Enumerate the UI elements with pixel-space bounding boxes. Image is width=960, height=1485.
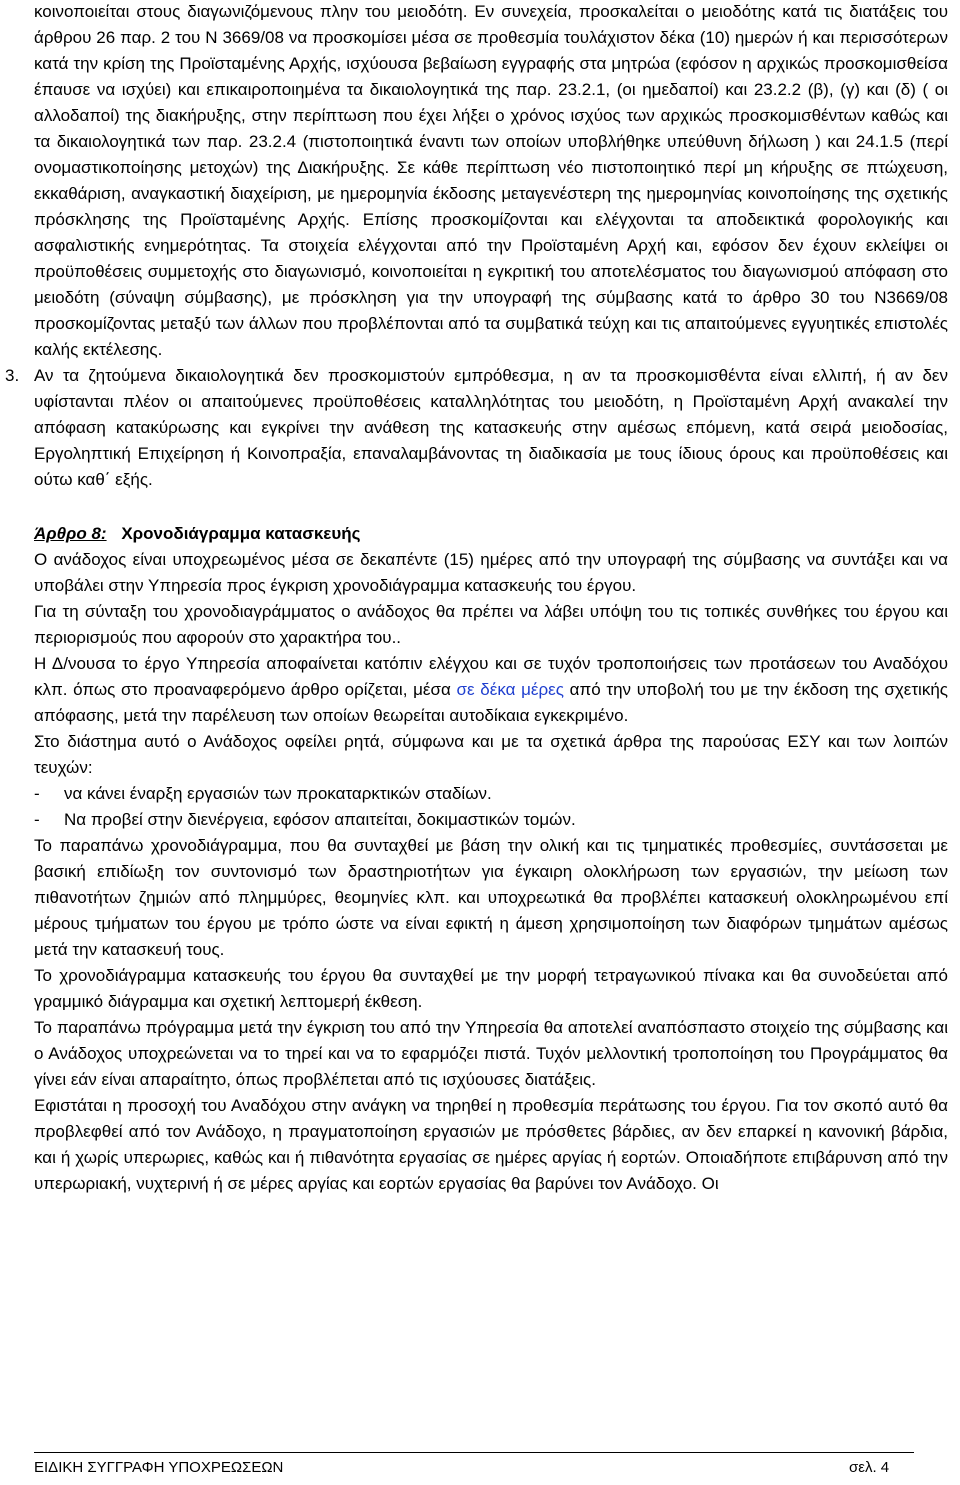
- article-paragraph-3: [34, 651, 948, 729]
- article-paragraph-1: Ο ανάδοχος είναι υποχρεωμένος μέσα σε δεκαπέντε (15) ημέρες από την υπογραφή της σύμβασης να συντάξει και να υποβάλει στην Υπηρεσία προς έγκριση χρονοδιάγραμμα κατασκευής του έργου.: [34, 550, 948, 595]
- article-paragraph-6: Το χρονοδιάγραμμα κατασκευής του έργου θα συνταχθεί με την μορφή τετραγωνικού πίνακα και θα συνοδεύεται από γραμμικό διάγραμμα και σχετική λεπτομερή έκθεση.: [34, 966, 948, 1011]
- article-paragraph-7: Το παραπάνω πρόγραμμα μετά την έγκριση του από την Υπηρεσία θα αποτελεί αναπόσπαστο στοιχείο της σύμβασης και ο Ανάδοχος υποχρεώνεται να το τηρεί και να το εφαρμόζει πιστά. Τυχόν μελλοντική τροποποίηση του Προγράμματος θα γίνει εάν είναι απαραίτητο, όπως προβλέπεται από τις ισχύουσες διατάξεις.: [34, 1018, 948, 1089]
- item-number: 3.: [5, 366, 20, 385]
- footer-document-title: ΕΙΔΙΚΗ ΣΥΓΓΡΑΦΗ ΥΠΟΧΡΕΩΣΕΩΝ: [34, 1459, 284, 1476]
- dash-list-item-2: [34, 807, 948, 833]
- document-page: [5, 0, 948, 1197]
- p3-text-after: από την υποβολή του με την έκδοση της σχετικής απόφασης, μετά την παρέλευση των οποίων θεωρείται αυτοδίκαια εγκεκριμένο.: [34, 680, 948, 725]
- dash-text-1: να κάνει έναρξη εργασιών των προκαταρκτικών σταδίων.: [64, 784, 492, 803]
- article-heading: [34, 521, 948, 547]
- p3-highlight: σε δέκα μέρες: [456, 680, 564, 699]
- article-paragraph-5: Το παραπάνω χρονοδιάγραμμα, που θα συνταχθεί με βάση την ολική και τις τμηματικές προθεσμίες, συντάσσεται με βασική επιδίωξη τον συντονισμό των δραστηριοτήτων για έγκαιρη ολοκλήρωση των εργασιών, την μείωση των πιθανοτήτων ζημιών από πλημμύρες, θεομηνίες κλπ. και υποχρεωτικά θα προβλέπει κατασκευή ολοκληρωμένου επί μέρους τμήματων του έργου με τρόπο ώστε να είναι εφικτή η άμεση χρησιμοποίηση των διαφόρων τμημάτων αμέσως μετά την κατασκευή τους.: [34, 836, 948, 959]
- p3-text-before: Η Δ/νουσα το έργο Υπηρεσία αποφαίνεται κατόπιν ελέγχου και σε τυχόν τροποποιήσεις των προτάσεων του Αναδόχου κλπ. όπως στο προαναφερόμενο άρθρο ορίζεται, μέσα: [34, 654, 948, 699]
- article-paragraph-4: Στο διάστημα αυτό ο Ανάδοχος οφείλει ρητά, σύμφωνα και με τα σχετικά άρθρα της παρούσας ΕΣΥ και των λοιπών τευχών:: [34, 732, 948, 777]
- dash-list-item-1: [34, 781, 948, 807]
- item-3-text: Αν τα ζητούμενα δικαιολογητικά δεν προσκομιστούν εμπρόθεσμα, η αν τα προσκομισθέντα είναι ελλιπή, ή αν δεν υφίστανται πλέον οι απαιτούμενες προϋποθέσεις καταλληλότητας του μειοδότη, η Προϊσταμένη Αρχή ανακαλεί την απόφαση κατακύρωσης και εγκρίνει την ανάθεση της κατασκευής στην αμέσως επόμενη, κατά σειρά μειοδοσίας, Εργοληπτική Επιχείρηση ή Κοινοπραξία, επαναλαμβάνοντας τη διαδικασία με τους ίδιους όρους και προϋποθέσεις και ούτω καθ΄ εξής.: [34, 366, 948, 489]
- paragraph-continuation: κοινοποιείται στους διαγωνιζόμενους πλην του μειοδότη. Εν συνεχεία, προσκαλείται ο μειοδότης κατά τις διατάξεις του άρθρου 26 παρ. 2 του Ν 3669/08 να προσκομίσει μέσα σε προθεσμία τουλάχιστον δέκα (10) ημερών ή και περισσότερων κατά την κρίση της Προϊσταμένης Αρχής, ισχύουσα βεβαίωση εγγραφής στα μητρώα (εφόσον η αρχικώς προσκομισθείσα έπαυσε να ισχύει) και επικαιροποιημένα τα δικαιολογητικά της παρ. 23.2.1, (οι ημεδαποί) και 23.2.2 (β), (γ) και (δ) ( οι αλλοδαποί) της διακήρυξης, στην περίπτωση που έχει λήξει ο χρόνος ισχύος των αρχικώς προσκομισθέντων καθώς και τα δικαιολογητικά των παρ. 23.2.4 (πιστοποιητικά έναντι των οποίων υποβλήθηκε υπεύθυνη δήλωση ) και 24.1.5 (περί ονομαστικοποίησης μετοχών) της Διακήρυξης. Σε κάθε περίπτωση νέο πιστοποιητικό περί μη κήρυξης σε πτώχευση, εκκαθάριση, αναγκαστική διαχείριση, με ημερομηνία έκδοσης μεταγενέστερη της ημερομηνίας κοινοποίησης της σχετικής πρόσκλησης της Προϊσταμένης Αρχής. Επίσης προσκομίζονται και ελέγχονται τα αποδεικτικά φορολογικής και ασφαλιστικής ενημερότητας. Τα στοιχεία ελέγχονται από την Προϊσταμένη Αρχή και, εφόσον δεν έχουν εκλείψει οι προϋποθέσεις συμμετοχής στο διαγωνισμό, κοινοποιείται η εγκριτική του αποτελέσματος του διαγωνισμού απόφαση στο μειοδότη (σύναψη σύμβασης), με πρόσκληση για την υπογραφή της σύμβασης κατά το άρθρο 30 του Ν3669/08 προσκομίζοντας μεταξύ των άλλων που προβλέπονται από τα συμβατικά τεύχη και τις απαιτούμενες εγγυητικές επιστολές καλής εκτέλεσης.: [34, 2, 948, 359]
- article-title: Χρονοδιάγραμμα κατασκευής: [121, 524, 361, 543]
- article-paragraph-8: Εφιστάται η προσοχή του Αναδόχου στην ανάγκη να τηρηθεί η προθεσμία περάτωσης του έργου. Για τον σκοπό αυτό θα προβλεφθεί από τον Ανάδοχο, η πραγματοποίηση εργασιών με πρόσθετες βάρδιες, αν δεν επαρκεί η κανονική βάρδια, και ή χωρίς υπερωριες, καθώς και ή πιθανότητα εργασίας σε ημέρες αργίας ή εορτών. Οποιαδήποτε επιβάρυνση από την υπερωριακή, νυχτερινή ή σε μέρες αργίας και εορτών εργασίας θα βαρύνει τον Ανάδοχο. Οι: [34, 1096, 948, 1193]
- article-paragraph-2: Για τη σύνταξη του χρονοδιαγράμματος ο ανάδοχος θα πρέπει να λάβει υπόψη του τις τοπικές συνθήκες του έργου και περιορισμούς που αφορούν στο χαρακτήρα του..: [34, 602, 948, 647]
- dash-bullet: -: [34, 784, 40, 803]
- page-footer: [34, 1452, 914, 1476]
- article-number: Άρθρο 8:: [34, 524, 107, 543]
- dash-bullet: -: [34, 810, 40, 829]
- footer-page-number: σελ. 4: [849, 1459, 890, 1476]
- dash-text-2: Να προβεί στην διενέργεια, εφόσον απαιτείται, δοκιμαστικών τομών.: [64, 810, 576, 829]
